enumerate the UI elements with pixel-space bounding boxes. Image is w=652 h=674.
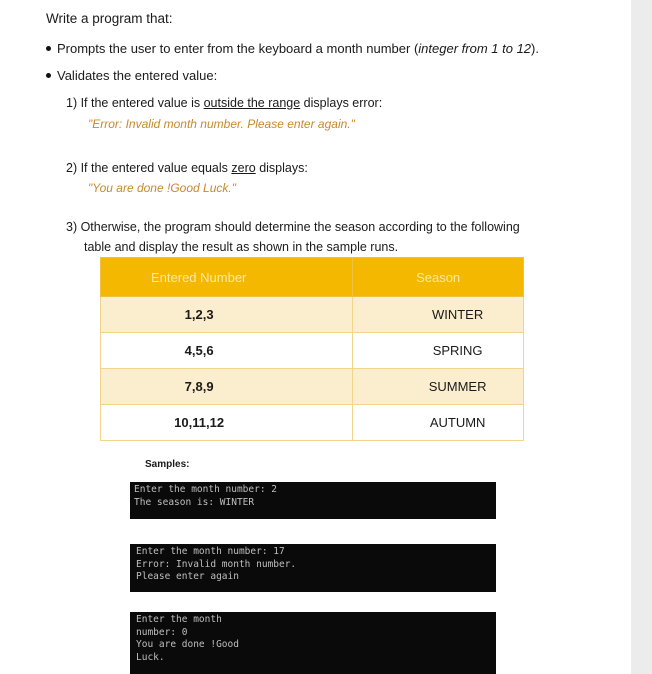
rule-three-line2: table and display the result as shown in the sample runs. <box>84 240 399 254</box>
page-gutter <box>631 0 652 674</box>
header-entered-number: Entered Number <box>101 258 353 297</box>
terminal-line: You are done !Good <box>136 639 239 650</box>
rule-two-suffix: displays: <box>255 161 308 175</box>
rule-two-underline: zero <box>231 161 256 175</box>
bullet-prompt-end: ). <box>531 41 539 56</box>
table-cell-season: AUTUMN <box>353 405 524 441</box>
bullet-prompt-text: Prompts the user to enter from the keyboard a month number ( <box>57 41 419 56</box>
sample-run-terminal <box>130 544 496 592</box>
table-row <box>101 297 524 333</box>
table-cell-number: 7,8,9 <box>101 369 353 405</box>
terminal-line: Enter the month number: 17 <box>136 546 285 557</box>
rule-one-message: "Error: Invalid month number. Please enter again." <box>88 117 355 131</box>
bullet-validate-text: Validates the entered value: <box>57 68 218 83</box>
terminal-line: Luck. <box>136 651 165 663</box>
rule-one <box>66 96 382 110</box>
rule-one-underline: outside the range <box>203 96 301 110</box>
table-cell-season: WINTER <box>353 297 524 333</box>
table-row <box>101 333 524 369</box>
rule-one-prefix: 1) If the entered value is <box>66 96 204 110</box>
bullet-dot-icon <box>46 46 51 51</box>
table-cell-season: SPRING <box>353 333 524 369</box>
page-title: Write a program that: <box>46 11 173 26</box>
bullet-prompt-italic: integer from 1 to 12 <box>418 41 532 56</box>
season-table <box>100 257 524 441</box>
table-cell-season: SUMMER <box>353 369 524 405</box>
table-header-row <box>101 258 524 297</box>
sample-run-terminal <box>130 612 496 674</box>
terminal-line: Enter the month number: 2 <box>134 484 277 495</box>
header-season: Season <box>353 258 524 297</box>
sample-run-terminal <box>130 482 496 519</box>
rule-two-message: "You are done !Good Luck." <box>88 181 236 195</box>
table-row <box>101 369 524 405</box>
samples-label: Samples: <box>145 459 190 470</box>
terminal-line: number: 0 <box>136 626 188 638</box>
terminal-line: The season is: WINTER <box>134 496 255 508</box>
table-cell-number: 10,11,12 <box>101 405 353 441</box>
terminal-line: Enter the month <box>136 614 222 625</box>
bullet-prompt <box>46 41 539 56</box>
rule-three-line1: 3) Otherwise, the program should determine the season according to the following <box>66 220 520 234</box>
terminal-line: Error: Invalid month number. <box>136 558 297 570</box>
rule-one-suffix: displays error: <box>300 96 383 110</box>
terminal-line: Please enter again <box>136 571 239 582</box>
table-cell-number: 1,2,3 <box>101 297 353 333</box>
table-cell-number: 4,5,6 <box>101 333 353 369</box>
rule-two-prefix: 2) If the entered value equals <box>66 161 232 175</box>
bullet-validate <box>46 68 217 83</box>
rule-two <box>66 161 308 175</box>
table-row <box>101 405 524 441</box>
bullet-dot-icon <box>46 73 51 78</box>
